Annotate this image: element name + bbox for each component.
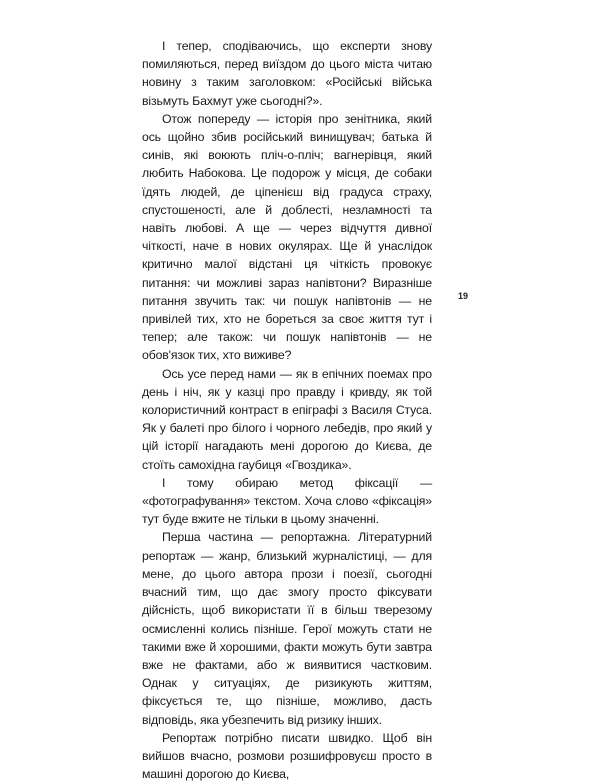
paragraph: І тому обираю метод фіксації — «фотографування» текстом. Хоча слово «фіксація» тут буде вжите не тільки в цьому значенні.	[142, 475, 432, 527]
paragraph: Перша частина — репортажна. Літературний репортаж — жанр, близький журналістиці, — для мене, до цього автора прози і поезії, сьогодні вчасний тим, що дає змогу просто фіксувати дійсність, щоб використати її в більш тверезому осмисленні колись пізніше. Герої можуть стати не такими вже й хорошими, факти можуть бути завтра вже не фактами, або ж виявитися частковим. Однак у ситуаціях, де ризикують життям, фіксується те, що пізніше, можливо, дасть відповідь, яка убезпечить від ризику інших.	[142, 530, 432, 727]
body-text	[142, 37, 432, 783]
paragraph: Отож попереду — історія про зенітника, який ось щойно збив російський винищувач; батька й синів, які воюють пліч-о-пліч; вагнерівця, який любить Набокова. Це подорож у місця, де собаки їдять людей, де ціпенієш від градуса страху, спустошеності, але й доблесті, незламності та навіть любові. А ще — через відчуття дивної чіткості, наче в нових окулярах. Ще й унаслідок критично малої відстані ця чіткість провокує питання: чи можливі зараз напівтони? Виразніше питання звучить так: чи пошук напівтонів — не привілей тих, хто не бореться за своє життя тут і тепер; але також: чи пошук напівтонів — не обов'язок тих, хто виживе?	[142, 111, 432, 363]
page-number: 19	[458, 291, 469, 301]
paragraph: Репортаж потрібно писати швидко. Щоб він вийшов вчасно, розмови розшифровуєш просто в машині дорогою до Києва,	[142, 730, 432, 782]
paragraph: Ось усе перед нами — як в епічних поемах про день і ніч, як у казці про правду і кривду, як той колористичний контраст в епіграфі з Василя Стуса. Як у балеті про білого і чорного лебедів, про який у цій історії нагадають мені дорогою до Києва, де стоїть самохідна гаубиця «Гвоздика».	[142, 366, 432, 472]
paragraph: І тепер, сподіваючись, що експерти знову помиляються, перед виїздом до цього міста читаю новину з таким заголовком: «Російські війська візьмуть Бахмут уже сьогодні?».	[142, 39, 432, 108]
